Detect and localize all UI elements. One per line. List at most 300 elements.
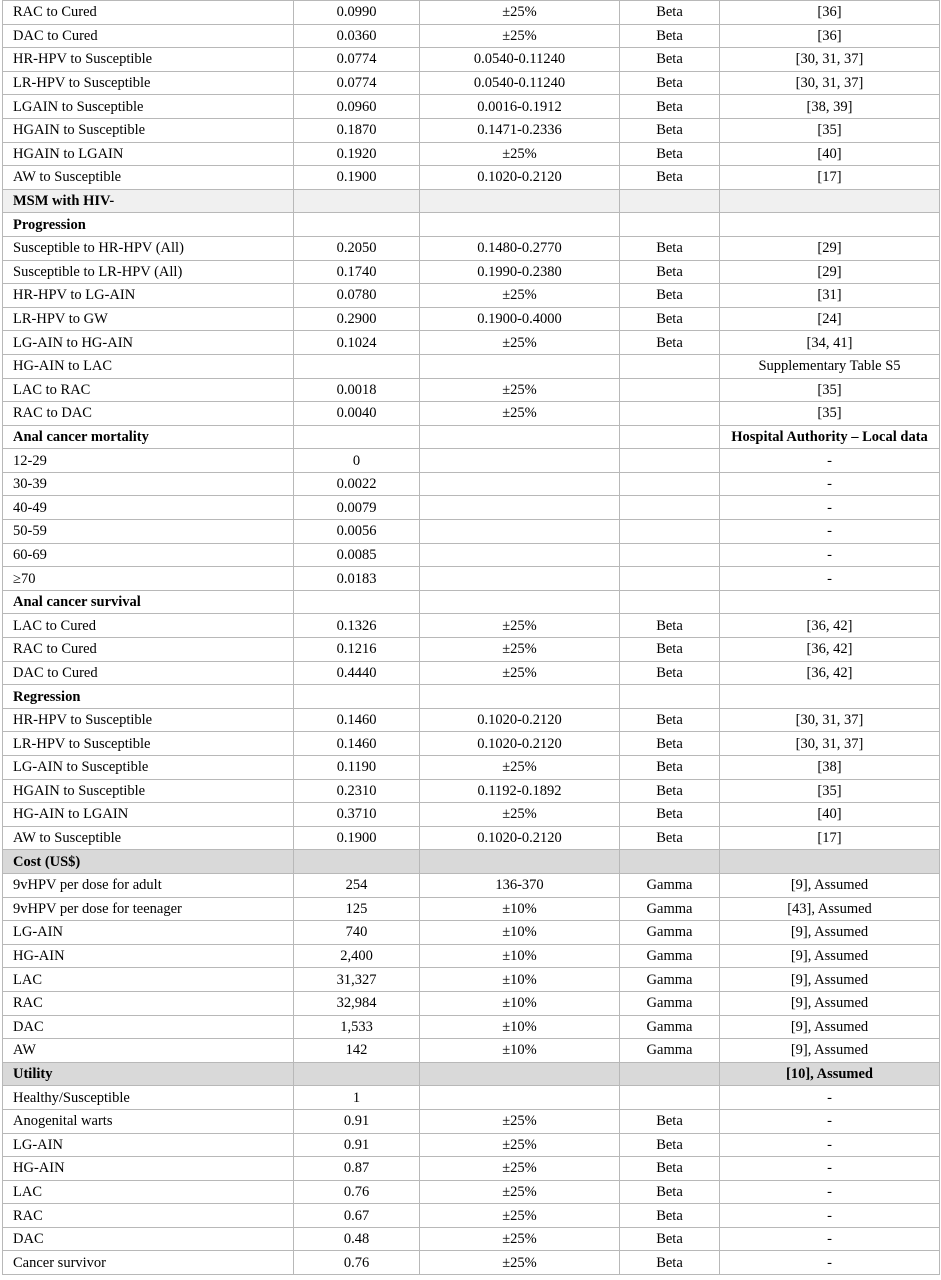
distribution-cell: Beta [620,24,720,48]
table-row [3,1227,940,1251]
distribution-cell: Gamma [620,1039,720,1063]
distribution-cell [620,213,720,237]
source-cell: [9], Assumed [720,991,940,1015]
value-cell: 0.0780 [294,284,420,308]
distribution-cell: Beta [620,1157,720,1181]
table-row [3,614,940,638]
distribution-cell: Beta [620,779,720,803]
distribution-cell [620,378,720,402]
source-cell: [40] [720,803,940,827]
range-cell: 0.0540-0.11240 [420,71,620,95]
table-row [3,1251,940,1275]
distribution-cell: Beta [620,331,720,355]
source-cell: [9], Assumed [720,1039,940,1063]
range-cell: ±25% [420,638,620,662]
value-cell [294,425,420,449]
parameter-cell: Anal cancer mortality [3,425,294,449]
source-cell: [17] [720,166,940,190]
range-cell: ±25% [420,1180,620,1204]
value-cell: 254 [294,873,420,897]
section-header-row [3,590,940,614]
range-cell [420,354,620,378]
table-row [3,378,940,402]
parameter-cell: DAC to Cured [3,661,294,685]
table-row [3,71,940,95]
parameter-cell: MSM with HIV- [3,189,294,213]
value-cell: 0.48 [294,1227,420,1251]
range-cell: ±10% [420,897,620,921]
parameter-cell: AW to Susceptible [3,166,294,190]
parameter-cell: HGAIN to LGAIN [3,142,294,166]
parameter-cell: LG-AIN [3,1133,294,1157]
parameter-cell: LGAIN to Susceptible [3,95,294,119]
table-row [3,779,940,803]
source-cell: - [720,520,940,544]
distribution-cell [620,472,720,496]
value-cell: 0.91 [294,1109,420,1133]
parameter-cell: Healthy/Susceptible [3,1086,294,1110]
section-header-row [3,189,940,213]
distribution-cell [620,590,720,614]
range-cell [420,850,620,874]
table-row [3,756,940,780]
distribution-cell [620,543,720,567]
value-cell: 0.0085 [294,543,420,567]
parameter-cell: AW to Susceptible [3,826,294,850]
table-row [3,897,940,921]
table-row [3,968,940,992]
distribution-cell: Beta [620,1204,720,1228]
range-cell [420,685,620,709]
source-cell [720,189,940,213]
source-cell: [30, 31, 37] [720,732,940,756]
source-cell: - [720,1157,940,1181]
parameter-cell: Progression [3,213,294,237]
range-cell: ±25% [420,756,620,780]
range-cell: ±25% [420,1227,620,1251]
range-cell: ±25% [420,1204,620,1228]
source-cell: [36, 42] [720,614,940,638]
value-cell: 0.0079 [294,496,420,520]
section-header-row [3,425,940,449]
value-cell: 0.0022 [294,472,420,496]
distribution-cell: Beta [620,48,720,72]
parameter-cell: Cancer survivor [3,1251,294,1275]
value-cell [294,213,420,237]
source-cell: [29] [720,236,940,260]
source-cell: [30, 31, 37] [720,71,940,95]
range-cell [420,496,620,520]
range-cell: 0.1471-0.2336 [420,118,620,142]
parameter-cell: 9vHPV per dose for teenager [3,897,294,921]
range-cell [420,213,620,237]
parameter-cell: RAC [3,1204,294,1228]
table-row [3,826,940,850]
value-cell: 31,327 [294,968,420,992]
table-row [3,472,940,496]
parameter-cell: HG-AIN to LAC [3,354,294,378]
value-cell: 0.2900 [294,307,420,331]
source-cell: - [720,1204,940,1228]
range-cell: ±10% [420,991,620,1015]
range-cell: 0.1020-0.2120 [420,708,620,732]
range-cell: ±25% [420,1,620,25]
parameter-cell: AW [3,1039,294,1063]
range-cell: 0.1480-0.2770 [420,236,620,260]
range-cell [420,543,620,567]
table-row [3,661,940,685]
source-cell: [9], Assumed [720,1015,940,1039]
value-cell: 0.1900 [294,166,420,190]
parameter-cell: Cost (US$) [3,850,294,874]
source-cell: [31] [720,284,940,308]
table-row [3,520,940,544]
distribution-cell [620,685,720,709]
parameter-cell: 40-49 [3,496,294,520]
distribution-cell: Beta [620,307,720,331]
value-cell: 0 [294,449,420,473]
value-cell: 0.3710 [294,803,420,827]
parameter-cell: LR-HPV to GW [3,307,294,331]
table-row [3,236,940,260]
value-cell: 0.0360 [294,24,420,48]
table-row [3,567,940,591]
source-cell: [38] [720,756,940,780]
source-cell: [30, 31, 37] [720,708,940,732]
range-cell: 0.1020-0.2120 [420,826,620,850]
distribution-cell [620,496,720,520]
range-cell: 0.1900-0.4000 [420,307,620,331]
value-cell: 0.76 [294,1180,420,1204]
distribution-cell: Beta [620,1109,720,1133]
distribution-cell: Beta [620,1133,720,1157]
source-cell: [35] [720,779,940,803]
source-cell: [9], Assumed [720,921,940,945]
parameter-cell: RAC to Cured [3,1,294,25]
value-cell: 0.1460 [294,732,420,756]
parameter-cell: 9vHPV per dose for adult [3,873,294,897]
parameter-cell: Anogenital warts [3,1109,294,1133]
table-row [3,95,940,119]
value-cell [294,354,420,378]
table-row [3,1133,940,1157]
source-cell: [10], Assumed [720,1062,940,1086]
value-cell [294,850,420,874]
range-cell: ±25% [420,614,620,638]
parameter-cell: DAC to Cured [3,24,294,48]
source-cell: [17] [720,826,940,850]
distribution-cell: Beta [620,1180,720,1204]
source-cell: [9], Assumed [720,944,940,968]
value-cell: 0.2310 [294,779,420,803]
parameter-cell: 12-29 [3,449,294,473]
parameter-cell: RAC to DAC [3,402,294,426]
table-row [3,1204,940,1228]
value-cell: 0.0960 [294,95,420,119]
range-cell [420,1062,620,1086]
source-cell: [9], Assumed [720,873,940,897]
value-cell: 0.0183 [294,567,420,591]
value-cell: 0.1326 [294,614,420,638]
distribution-cell: Beta [620,284,720,308]
value-cell: 142 [294,1039,420,1063]
distribution-cell: Beta [620,118,720,142]
table-row [3,331,940,355]
range-cell: ±10% [420,921,620,945]
parameter-cell: LAC [3,968,294,992]
value-cell: 0.0040 [294,402,420,426]
range-cell: ±25% [420,661,620,685]
value-cell: 0.0018 [294,378,420,402]
table-row [3,307,940,331]
range-cell: ±25% [420,1157,620,1181]
parameter-cell: RAC [3,991,294,1015]
table-row [3,118,940,142]
table-row [3,402,940,426]
range-cell: ±10% [420,1015,620,1039]
parameter-cell: LG-AIN [3,921,294,945]
range-cell: ±10% [420,944,620,968]
section-header-row [3,1062,940,1086]
value-cell: 0.1216 [294,638,420,662]
value-cell: 0.4440 [294,661,420,685]
source-cell: - [720,543,940,567]
range-cell: ±25% [420,1133,620,1157]
parameter-cell: Anal cancer survival [3,590,294,614]
parameter-cell: LAC to Cured [3,614,294,638]
source-cell: - [720,1109,940,1133]
range-cell: ±10% [420,968,620,992]
parameter-cell: RAC to Cured [3,638,294,662]
range-cell: ±25% [420,331,620,355]
value-cell: 0.1024 [294,331,420,355]
parameter-cell: HR-HPV to LG-AIN [3,284,294,308]
parameter-cell: ≥70 [3,567,294,591]
table-row [3,354,940,378]
distribution-cell: Gamma [620,944,720,968]
distribution-cell [620,354,720,378]
range-cell: ±25% [420,402,620,426]
table-row [3,991,940,1015]
value-cell: 0.1190 [294,756,420,780]
table-row [3,260,940,284]
parameter-cell: HR-HPV to Susceptible [3,708,294,732]
distribution-cell: Gamma [620,991,720,1015]
source-cell: [38, 39] [720,95,940,119]
source-cell: [29] [720,260,940,284]
value-cell: 0.67 [294,1204,420,1228]
parameter-cell: DAC [3,1015,294,1039]
distribution-cell: Beta [620,708,720,732]
range-cell [420,567,620,591]
distribution-cell: Beta [620,826,720,850]
parameter-cell: 60-69 [3,543,294,567]
parameter-cell: 50-59 [3,520,294,544]
value-cell: 0.1920 [294,142,420,166]
source-cell: [40] [720,142,940,166]
parameter-cell: Susceptible to HR-HPV (All) [3,236,294,260]
table-row [3,1109,940,1133]
source-cell: Hospital Authority – Local data [720,425,940,449]
range-cell: 0.0540-0.11240 [420,48,620,72]
table-row [3,803,940,827]
distribution-cell: Beta [620,638,720,662]
source-cell [720,590,940,614]
value-cell [294,189,420,213]
table-row [3,1015,940,1039]
table-row [3,166,940,190]
parameter-cell: LR-HPV to Susceptible [3,71,294,95]
value-cell: 2,400 [294,944,420,968]
distribution-cell: Beta [620,614,720,638]
distribution-cell [620,850,720,874]
range-cell: 0.1020-0.2120 [420,732,620,756]
parameter-cell: HG-AIN to LGAIN [3,803,294,827]
distribution-cell [620,567,720,591]
distribution-cell: Beta [620,1251,720,1275]
source-cell [720,213,940,237]
source-cell: [24] [720,307,940,331]
distribution-cell: Beta [620,732,720,756]
table-row [3,638,940,662]
range-cell [420,590,620,614]
distribution-cell: Beta [620,142,720,166]
source-cell: - [720,449,940,473]
parameter-cell: Utility [3,1062,294,1086]
value-cell: 0.1870 [294,118,420,142]
value-cell: 1,533 [294,1015,420,1039]
source-cell: - [720,1251,940,1275]
value-cell: 1 [294,1086,420,1110]
table-row [3,732,940,756]
source-cell: - [720,1180,940,1204]
distribution-cell: Beta [620,661,720,685]
parameter-cell: LAC [3,1180,294,1204]
table-row [3,1086,940,1110]
value-cell: 0.0774 [294,48,420,72]
table-row [3,1180,940,1204]
table-row [3,708,940,732]
range-cell: ±25% [420,142,620,166]
range-cell: ±25% [420,1109,620,1133]
value-cell: 0.87 [294,1157,420,1181]
table-row [3,142,940,166]
value-cell [294,685,420,709]
source-cell: [43], Assumed [720,897,940,921]
value-cell: 740 [294,921,420,945]
distribution-cell: Beta [620,260,720,284]
parameter-cell: DAC [3,1227,294,1251]
range-cell [420,449,620,473]
table-row [3,944,940,968]
value-cell: 0.1900 [294,826,420,850]
source-cell [720,685,940,709]
section-header-row [3,213,940,237]
table-row [3,284,940,308]
value-cell: 0.2050 [294,236,420,260]
distribution-cell: Beta [620,71,720,95]
source-cell: [36] [720,24,940,48]
distribution-cell [620,1062,720,1086]
range-cell: 0.1192-0.1892 [420,779,620,803]
parameter-cell: HG-AIN [3,944,294,968]
range-cell [420,189,620,213]
table-row [3,449,940,473]
section-header-row [3,685,940,709]
source-cell: - [720,1086,940,1110]
distribution-cell [620,425,720,449]
parameter-cell: HR-HPV to Susceptible [3,48,294,72]
source-cell: [36, 42] [720,638,940,662]
table-row [3,496,940,520]
value-cell: 32,984 [294,991,420,1015]
source-cell: [35] [720,402,940,426]
table-row [3,1157,940,1181]
range-cell: ±10% [420,1039,620,1063]
source-cell: [36] [720,1,940,25]
parameter-cell: Susceptible to LR-HPV (All) [3,260,294,284]
distribution-cell [620,402,720,426]
parameter-cell: LAC to RAC [3,378,294,402]
range-cell: ±25% [420,1251,620,1275]
value-cell [294,1062,420,1086]
parameter-table-body [3,1,940,1275]
table-row [3,1,940,25]
distribution-cell: Beta [620,236,720,260]
value-cell: 0.0774 [294,71,420,95]
table-row [3,48,940,72]
source-cell: Supplementary Table S5 [720,354,940,378]
parameter-table [2,0,940,1275]
distribution-cell [620,189,720,213]
source-cell: - [720,1133,940,1157]
distribution-cell: Beta [620,1,720,25]
range-cell: 0.1990-0.2380 [420,260,620,284]
source-cell: [9], Assumed [720,968,940,992]
distribution-cell: Gamma [620,873,720,897]
value-cell: 0.91 [294,1133,420,1157]
value-cell: 0.1460 [294,708,420,732]
parameter-cell: HGAIN to Susceptible [3,118,294,142]
range-cell [420,1086,620,1110]
range-cell [420,520,620,544]
distribution-cell [620,449,720,473]
table-row [3,24,940,48]
range-cell [420,425,620,449]
range-cell: ±25% [420,378,620,402]
parameter-cell: 30-39 [3,472,294,496]
section-header-row [3,850,940,874]
parameter-cell: Regression [3,685,294,709]
source-cell [720,850,940,874]
distribution-cell: Gamma [620,1015,720,1039]
source-cell: [34, 41] [720,331,940,355]
distribution-cell: Gamma [620,897,720,921]
distribution-cell: Beta [620,1227,720,1251]
range-cell: 136-370 [420,873,620,897]
value-cell: 0.76 [294,1251,420,1275]
parameter-cell: HGAIN to Susceptible [3,779,294,803]
table-row [3,873,940,897]
value-cell: 0.1740 [294,260,420,284]
source-cell: - [720,1227,940,1251]
source-cell: [30, 31, 37] [720,48,940,72]
distribution-cell [620,520,720,544]
distribution-cell: Gamma [620,968,720,992]
value-cell: 0.0990 [294,1,420,25]
table-row [3,543,940,567]
range-cell: 0.1020-0.2120 [420,166,620,190]
